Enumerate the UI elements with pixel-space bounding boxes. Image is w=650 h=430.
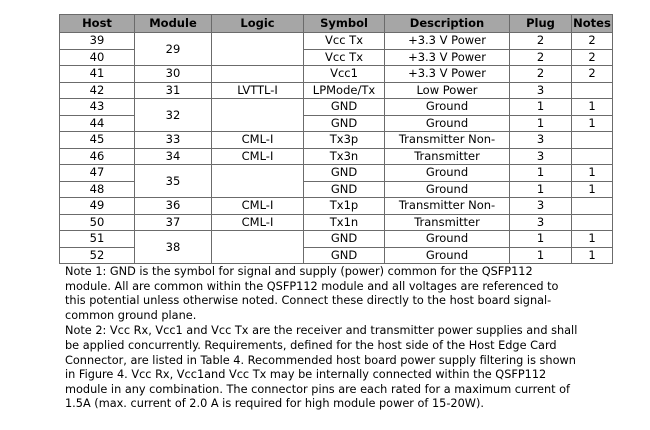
header-logic: Logic — [212, 15, 304, 33]
cell-symbol: Tx1n — [304, 214, 385, 231]
cell-plug: 1 — [510, 115, 572, 132]
cell-module: 32 — [135, 99, 212, 132]
table-row — [60, 148, 613, 165]
cell-logic: CML-I — [212, 198, 304, 215]
cell-notes — [572, 198, 613, 215]
note-line: be applied concurrently. Requirements, defined for the host side of the Host Edge Card — [65, 338, 557, 352]
cell-symbol: GND — [304, 99, 385, 116]
cell-module: 34 — [135, 148, 212, 165]
cell-description: +3.3 V Power — [385, 33, 510, 50]
cell-description: Low Power — [385, 82, 510, 99]
header-plug: Plug — [510, 15, 572, 33]
cell-description: Ground — [385, 99, 510, 116]
header-module: Module — [135, 15, 212, 33]
cell-plug: 2 — [510, 49, 572, 66]
table-row — [60, 66, 613, 83]
cell-description: +3.3 V Power — [385, 66, 510, 83]
cell-module: 30 — [135, 66, 212, 83]
cell-notes: 2 — [572, 66, 613, 83]
cell-logic — [212, 99, 304, 132]
note-line: module in any combination. The connector pins are each rated for a maximum current of — [65, 382, 571, 396]
cell-logic — [212, 66, 304, 83]
cell-plug: 2 — [510, 33, 572, 50]
cell-host: 46 — [60, 148, 135, 165]
cell-description: Transmitter — [385, 148, 510, 165]
cell-logic: CML-I — [212, 132, 304, 149]
cell-description: Ground — [385, 115, 510, 132]
cell-logic: CML-I — [212, 214, 304, 231]
cell-description: Transmitter Non- — [385, 132, 510, 149]
table-row — [60, 132, 613, 149]
note-line: this potential unless otherwise noted. Connect these directly to the host board signal- — [65, 294, 552, 308]
cell-host: 49 — [60, 198, 135, 215]
cell-description: Ground — [385, 231, 510, 248]
cell-plug: 3 — [510, 132, 572, 149]
cell-description: +3.3 V Power — [385, 49, 510, 66]
pin-assignment-table — [59, 14, 613, 264]
cell-symbol: GND — [304, 165, 385, 182]
cell-module: 31 — [135, 82, 212, 99]
cell-host: 44 — [60, 115, 135, 132]
cell-notes — [572, 82, 613, 99]
note-line: 1.5A (max. current of 2.0 A is required for high module power of 15-20W). — [65, 397, 484, 411]
cell-description: Ground — [385, 165, 510, 182]
cell-symbol: GND — [304, 231, 385, 248]
table-row — [60, 165, 613, 182]
cell-notes: 2 — [572, 33, 613, 50]
cell-description: Transmitter — [385, 214, 510, 231]
cell-plug: 3 — [510, 198, 572, 215]
header-notes: Notes — [572, 15, 613, 33]
note-line: common ground plane. — [65, 308, 197, 322]
cell-plug: 1 — [510, 247, 572, 264]
table-row — [60, 231, 613, 248]
table-header-row — [60, 15, 613, 33]
cell-module: 36 — [135, 198, 212, 215]
cell-logic — [212, 231, 304, 264]
note-2 — [65, 324, 625, 412]
cell-notes — [572, 214, 613, 231]
note-line: Note 1: GND is the symbol for signal and supply (power) common for the QSFP112 — [65, 265, 533, 278]
header-symbol: Symbol — [304, 15, 385, 33]
cell-symbol: Tx3p — [304, 132, 385, 149]
cell-host: 51 — [60, 231, 135, 248]
cell-notes: 1 — [572, 165, 613, 182]
cell-notes — [572, 148, 613, 165]
cell-plug: 3 — [510, 148, 572, 165]
cell-description: Transmitter Non- — [385, 198, 510, 215]
cell-host: 39 — [60, 33, 135, 50]
cell-description: Ground — [385, 181, 510, 198]
cell-notes: 1 — [572, 247, 613, 264]
cell-module: 35 — [135, 165, 212, 198]
cell-plug: 3 — [510, 214, 572, 231]
table-row — [60, 214, 613, 231]
cell-symbol: Vcc Tx — [304, 33, 385, 50]
cell-host: 45 — [60, 132, 135, 149]
cell-symbol: GND — [304, 247, 385, 264]
cell-module: 33 — [135, 132, 212, 149]
cell-notes: 2 — [572, 49, 613, 66]
note-line: in Figure 4. Vcc Rx, Vcc1and Vcc Tx may be internally connected within the QSFP112 — [65, 368, 547, 382]
cell-notes: 1 — [572, 115, 613, 132]
header-description: Description — [385, 15, 510, 33]
cell-host: 47 — [60, 165, 135, 182]
cell-notes: 1 — [572, 231, 613, 248]
note-line: module. All are common within the QSFP112 module and all voltages are referenced to — [65, 279, 559, 293]
cell-host: 52 — [60, 247, 135, 264]
cell-plug: 1 — [510, 181, 572, 198]
cell-host: 43 — [60, 99, 135, 116]
cell-logic: LVTTL-I — [212, 82, 304, 99]
cell-logic — [212, 33, 304, 66]
note-1 — [65, 265, 625, 323]
cell-host: 42 — [60, 82, 135, 99]
cell-notes: 1 — [572, 99, 613, 116]
cell-logic — [212, 165, 304, 198]
cell-host: 40 — [60, 49, 135, 66]
cell-symbol: GND — [304, 115, 385, 132]
cell-symbol: Tx3n — [304, 148, 385, 165]
cell-symbol: LPMode/Tx — [304, 82, 385, 99]
cell-plug: 2 — [510, 66, 572, 83]
cell-plug: 1 — [510, 231, 572, 248]
cell-host: 41 — [60, 66, 135, 83]
table-row — [60, 198, 613, 215]
table-body — [60, 33, 613, 264]
note-line: Connector, are listed in Table 4. Recommended host board power supply filtering is shown — [65, 353, 576, 367]
cell-host: 48 — [60, 181, 135, 198]
header-host: Host — [60, 15, 135, 33]
cell-symbol: Tx1p — [304, 198, 385, 215]
cell-logic: CML-I — [212, 148, 304, 165]
note-line: Note 2: Vcc Rx, Vcc1 and Vcc Tx are the receiver and transmitter power supplies and shall — [65, 324, 578, 338]
table-row — [60, 33, 613, 50]
table-row — [60, 99, 613, 116]
cell-module: 38 — [135, 231, 212, 264]
cell-symbol: Vcc1 — [304, 66, 385, 83]
notes-section — [65, 265, 625, 413]
cell-plug: 1 — [510, 165, 572, 182]
cell-symbol: Vcc Tx — [304, 49, 385, 66]
cell-module: 37 — [135, 214, 212, 231]
cell-notes — [572, 132, 613, 149]
cell-symbol: GND — [304, 181, 385, 198]
table-row — [60, 82, 613, 99]
cell-plug: 3 — [510, 82, 572, 99]
cell-host: 50 — [60, 214, 135, 231]
cell-plug: 1 — [510, 99, 572, 116]
cell-description: Ground — [385, 247, 510, 264]
cell-notes: 1 — [572, 181, 613, 198]
cell-module: 29 — [135, 33, 212, 66]
